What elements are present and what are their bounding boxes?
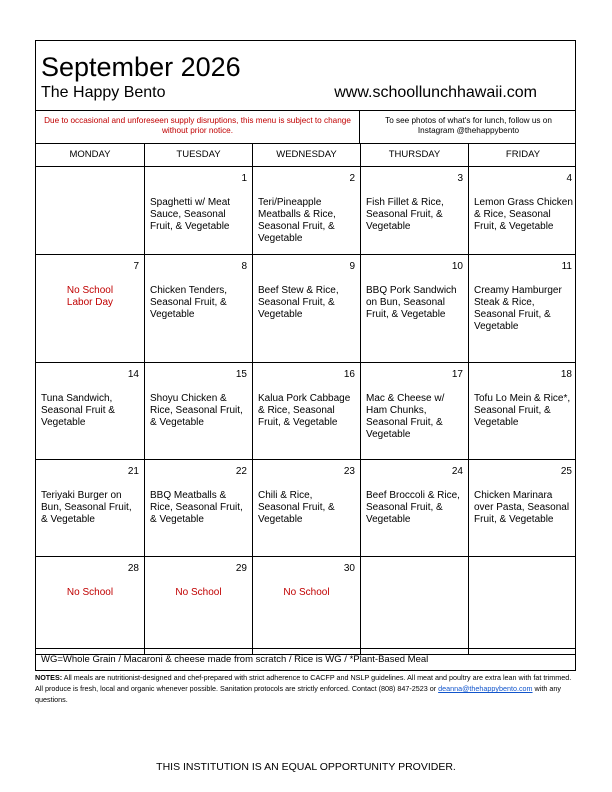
meal-description: Mac & Cheese w/ Ham Chunks, Seasonal Fruit, & Vegetable <box>366 393 445 440</box>
meal-description: Chicken Tenders, Seasonal Fruit, & Vegetable <box>150 285 228 320</box>
meal-description: Beef Broccoli & Rice, Seasonal Fruit, & Vegetable <box>366 490 460 525</box>
day-number: 25 <box>560 466 572 477</box>
no-school-label: No School <box>283 587 330 598</box>
day-cell <box>145 167 253 254</box>
menu-calendar <box>35 40 576 671</box>
day-cell <box>361 255 469 362</box>
day-number: 3 <box>457 173 463 184</box>
no-school-label: No School <box>66 587 114 598</box>
day-cell <box>361 167 469 254</box>
day-cell <box>361 363 469 459</box>
week-row <box>36 557 575 655</box>
week-row <box>36 460 575 557</box>
company-name: The Happy Bento <box>41 84 166 101</box>
day-number: 30 <box>343 563 355 574</box>
meal-description: BBQ Pork Sandwich on Bun, Seasonal Fruit, & Vegetable <box>366 285 457 320</box>
week-row <box>36 363 575 460</box>
meal-description: BBQ Meatballs & Rice, Seasonal Fruit, & Vegetable <box>150 490 243 525</box>
day-cell <box>253 557 361 654</box>
notes-tail: with any questions. <box>35 684 561 704</box>
day-number: 22 <box>235 466 247 477</box>
day-number: 10 <box>451 261 463 272</box>
day-number: 4 <box>566 173 572 184</box>
day-number: 15 <box>235 369 247 380</box>
weekday-thursday: THURSDAY <box>361 144 469 166</box>
supply-disruption-notice: Due to occasional and unforeseen supply disruptions, this menu is subject to change without prior notice. <box>36 111 360 144</box>
day-cell <box>361 460 469 556</box>
day-number: 14 <box>127 369 139 380</box>
day-cell <box>36 460 145 556</box>
day-cell <box>469 557 577 654</box>
contact-email-link[interactable]: deanna@thehappybento.com <box>438 684 533 693</box>
day-cell <box>253 363 361 459</box>
day-number: 18 <box>560 369 572 380</box>
meal-description: Chicken Marinara over Pasta, Seasonal Fruit, & Vegetable <box>474 490 570 525</box>
weekday-monday: MONDAY <box>36 144 145 166</box>
meal-description: Kalua Pork Cabbage & Rice, Seasonal Fruit, & Vegetable <box>258 393 351 428</box>
instagram-notice: To see photos of what's for lunch, follow us on Instagram @thehappybento <box>385 116 552 135</box>
notes-section <box>35 672 576 705</box>
week-row <box>36 255 575 363</box>
meal-description: Chili & Rice, Seasonal Fruit, & Vegetable <box>258 490 335 525</box>
meal-description: Shoyu Chicken & Rice, Seasonal Fruit, & Vegetable <box>150 393 243 428</box>
day-cell <box>145 255 253 362</box>
meal-description: Creamy Hamburger Steak & Rice, Seasonal Fruit, & Vegetable <box>474 285 562 332</box>
calendar-grid <box>36 143 575 655</box>
day-cell <box>145 363 253 459</box>
weekday-friday: FRIDAY <box>505 149 541 160</box>
day-number: 16 <box>343 369 355 380</box>
notice-row <box>36 110 575 144</box>
week-row <box>36 167 575 255</box>
meal-description: Fish Fillet & Rice, Seasonal Fruit, & Vegetable <box>366 197 444 232</box>
day-cell <box>253 255 361 362</box>
weekday-wednesday: WEDNESDAY <box>253 144 361 166</box>
day-cell <box>145 460 253 556</box>
day-number: 28 <box>127 563 139 574</box>
meal-description: Tuna Sandwich, Seasonal Fruit & Vegetable <box>41 393 115 428</box>
day-number: 24 <box>451 466 463 477</box>
day-cell <box>36 363 145 459</box>
day-number: 7 <box>133 261 139 272</box>
day-number: 29 <box>235 563 247 574</box>
meal-description: Beef Stew & Rice, Seasonal Fruit, & Vegetable <box>258 285 339 320</box>
menu-header <box>36 41 575 110</box>
no-school-label: No School <box>175 587 222 598</box>
day-cell <box>145 557 253 654</box>
day-number: 11 <box>561 261 572 272</box>
day-cell <box>361 557 469 654</box>
day-number: 17 <box>451 369 463 380</box>
page-title: September 2026 <box>41 52 241 82</box>
day-cell <box>469 255 577 362</box>
meal-description: Spaghetti w/ Meat Sauce, Seasonal Fruit, & Vegetable <box>150 197 231 232</box>
day-number: 23 <box>343 466 355 477</box>
day-number: 1 <box>241 173 247 184</box>
website-link[interactable]: www.schoollunchhawaii.com <box>334 84 537 101</box>
day-number: 2 <box>349 173 355 184</box>
meal-description: Teri/Pineapple Meatballs & Rice, Seasonal Fruit, & Vegetable <box>258 197 336 244</box>
day-number: 21 <box>127 466 139 477</box>
legend-row: WG=Whole Grain / Macaroni & cheese made from scratch / Rice is WG / *Plant-Based Meal <box>36 648 575 670</box>
day-cell <box>36 167 145 254</box>
notes-text: All meals are nutritionist-designed and chef-prepared with strict adherence to CACFP and NSLP guidelines. All meat and poultry are extra lean with fat trimmed. All produce is fresh, local and organic whenever possible. Sanitation protocols are strictly enforced. Contact (808) 847-2523 or <box>35 673 572 693</box>
notes-label: NOTES: <box>35 673 63 682</box>
meal-description: Teriyaki Burger on Bun, Seasonal Fruit, & Vegetable <box>41 490 132 525</box>
weekday-header-row <box>36 144 575 167</box>
day-cell <box>253 167 361 254</box>
meal-description: Tofu Lo Mein & Rice*, Seasonal Fruit, & Vegetable <box>474 393 571 428</box>
day-cell <box>36 557 145 654</box>
meal-description: Lemon Grass Chicken & Rice, Seasonal Fruit, & Vegetable <box>474 197 573 232</box>
day-cell <box>253 460 361 556</box>
day-number: 9 <box>349 261 355 272</box>
day-cell <box>469 167 577 254</box>
weekday-tuesday: TUESDAY <box>145 144 253 166</box>
day-cell <box>469 460 577 556</box>
no-school-label: No School Labor Day <box>66 285 114 308</box>
day-number: 8 <box>241 261 247 272</box>
equal-opportunity-statement: THIS INSTITUTION IS AN EQUAL OPPORTUNITY PROVIDER. <box>156 761 456 773</box>
day-cell <box>469 363 577 459</box>
day-cell <box>36 255 145 362</box>
